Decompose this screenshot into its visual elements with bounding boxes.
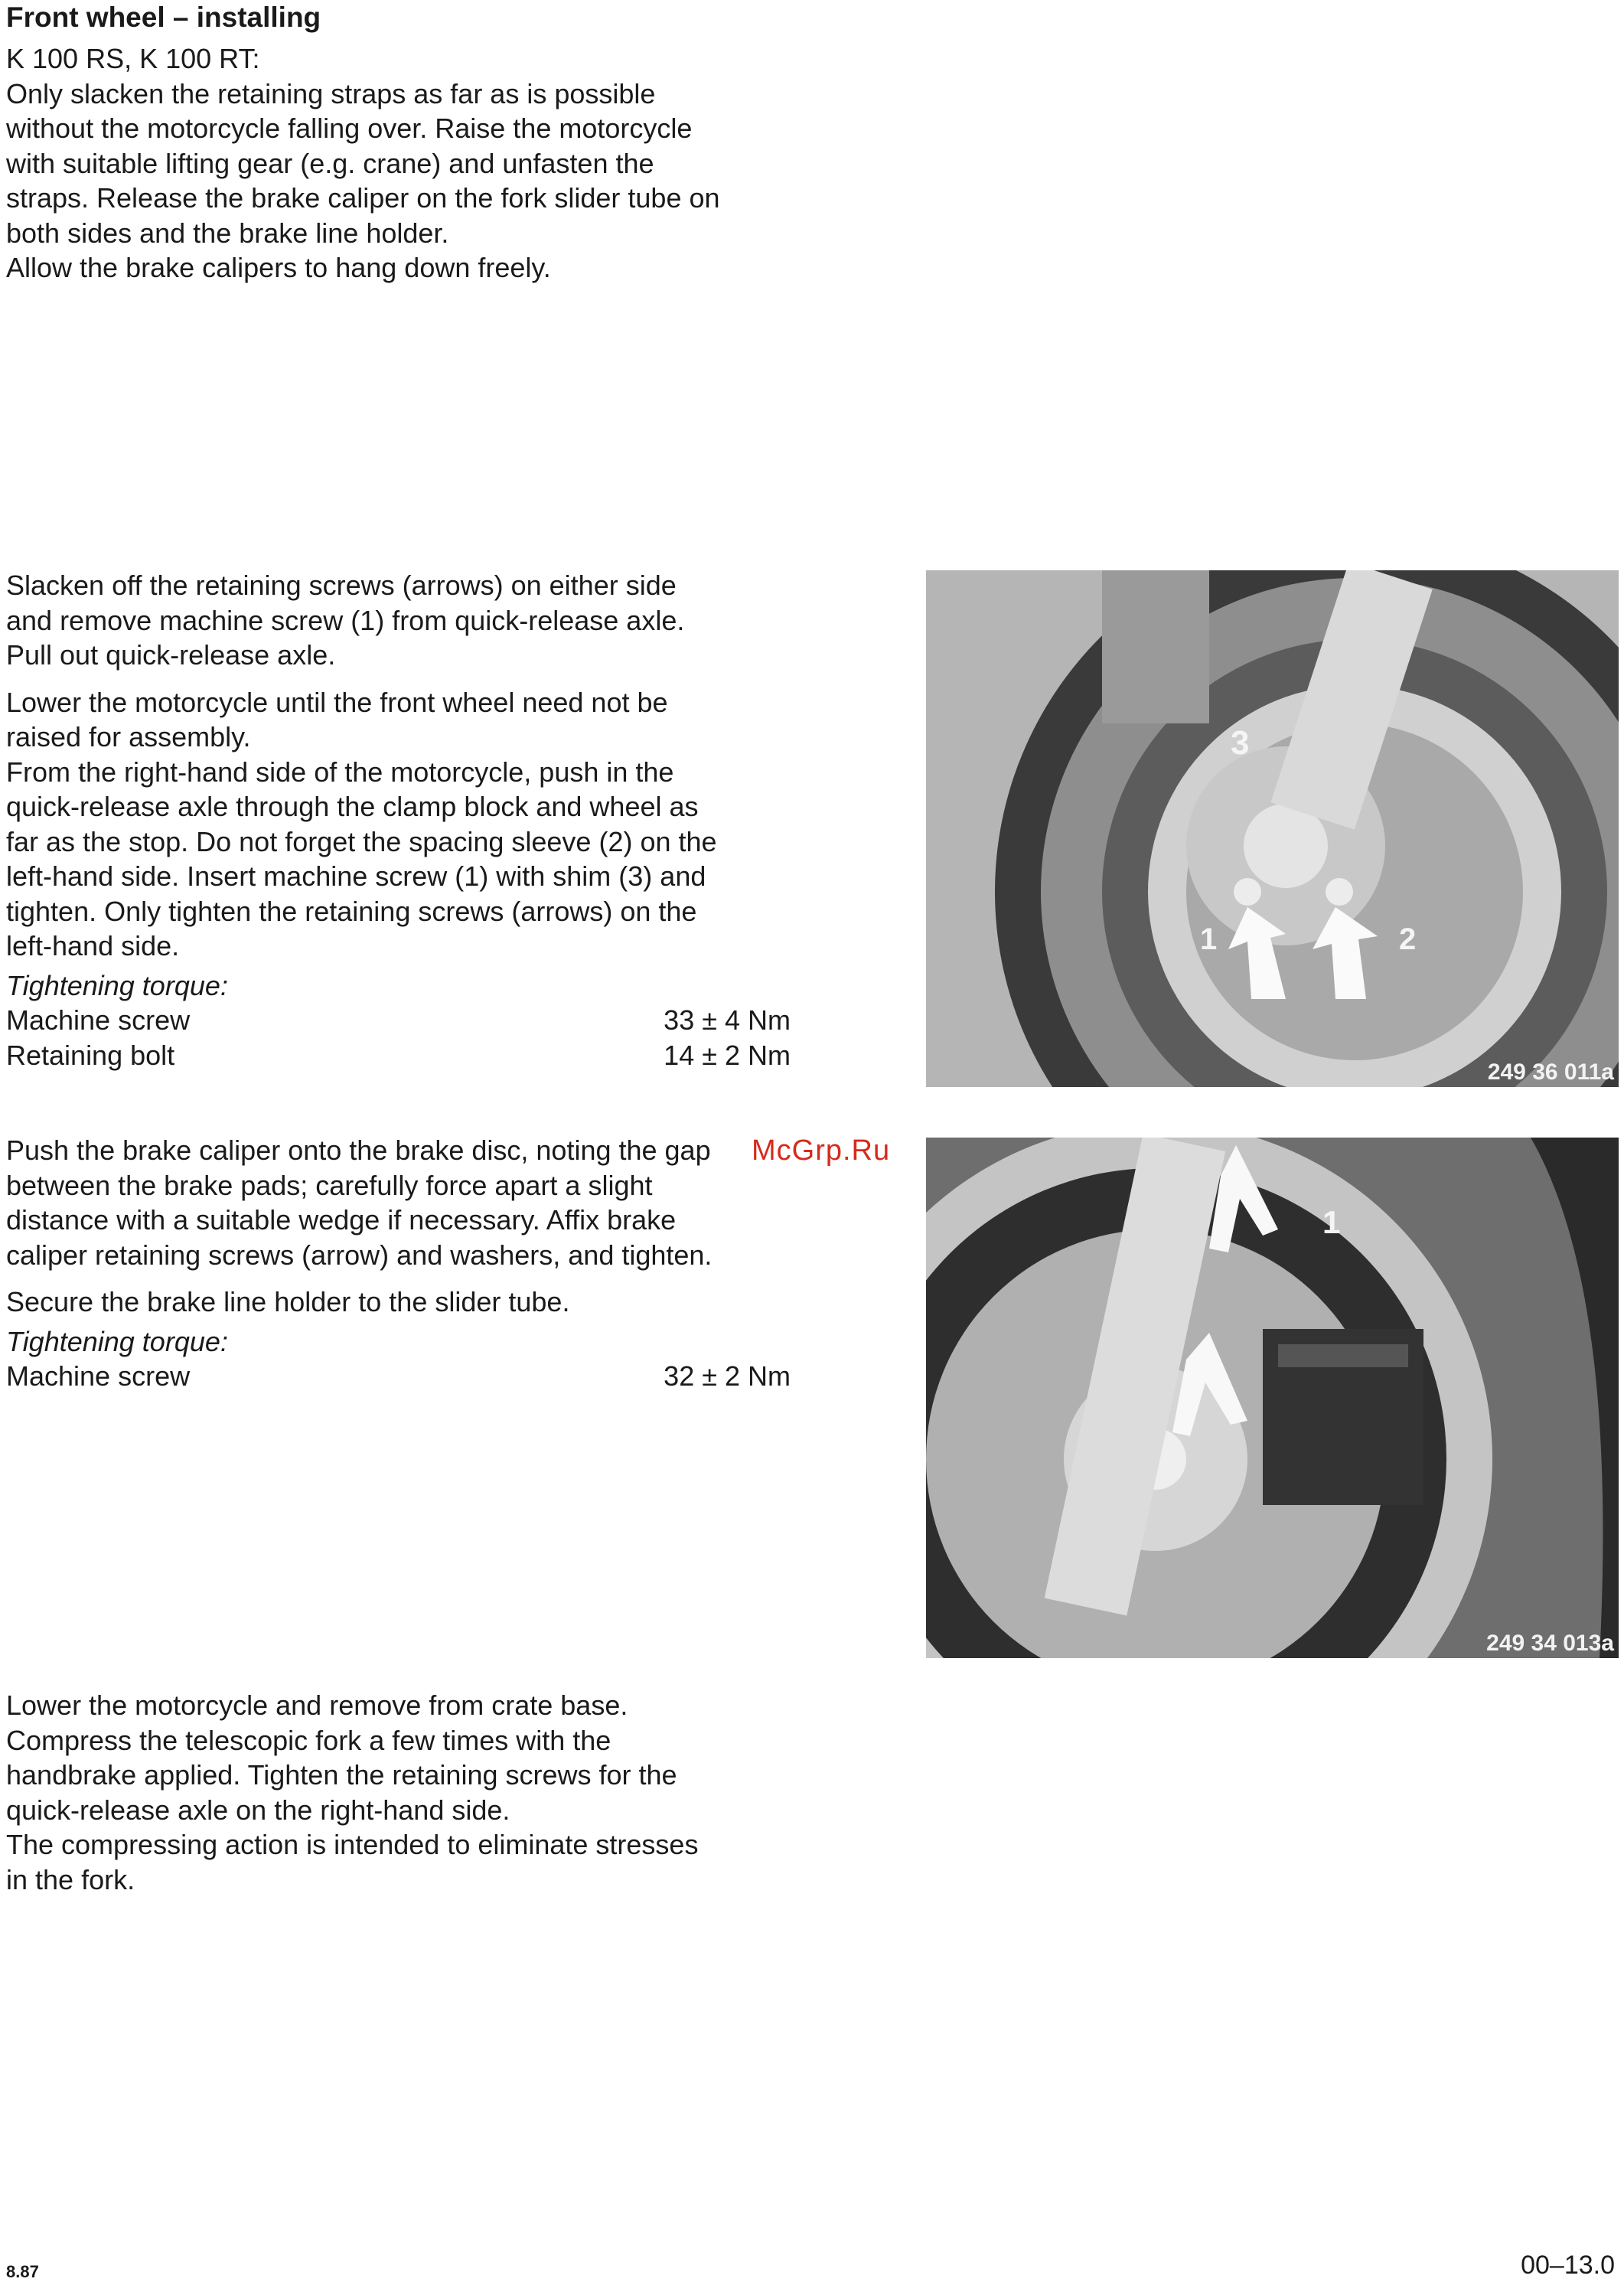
paragraph (6, 685, 802, 964)
torque-row (6, 1003, 791, 1038)
watermark-text: McGrp.Ru (752, 1134, 891, 1167)
text-line: without the motorcycle falling over. Raise the motorcycle (6, 113, 693, 144)
text-line: tighten. Only tighten the retaining screws (arrows) on the (6, 895, 697, 927)
torque-item: Machine screw (6, 1360, 191, 1392)
callout-label: 2 (1399, 922, 1417, 956)
hub-illustration (926, 570, 1619, 1087)
torque-row (6, 1038, 791, 1073)
text-line: From the right-hand side of the motorcycle, push in the (6, 756, 674, 788)
text-line: caliper retaining screws (arrow) and washers, and tighten. (6, 1239, 713, 1271)
text-line: K 100 RS, K 100 RT: (6, 43, 260, 74)
text-line: handbrake applied. Tighten the retaining screws for the (6, 1759, 677, 1791)
text-line: in the fork. (6, 1863, 135, 1895)
section-fork-compress (6, 1688, 802, 1897)
text-line: quick-release axle on the right-hand side. (6, 1794, 510, 1826)
text-line: between the brake pads; carefully force apart a slight (6, 1169, 653, 1201)
torque-label: Tightening torque: (6, 1325, 228, 1357)
photo-reference-code: 249 36 011a (1487, 1059, 1614, 1085)
text-line: Compress the telescopic fork a few times with the (6, 1724, 611, 1756)
text-line: Push the brake caliper onto the brake disc, noting the gap (6, 1134, 711, 1166)
callout-label: 1 (1200, 922, 1218, 956)
text-line: distance with a suitable wedge if necessary. Affix brake (6, 1204, 677, 1236)
torque-label: Tightening torque: (6, 969, 228, 1001)
torque-item: Retaining bolt (6, 1039, 175, 1071)
photo-front-hub (926, 570, 1619, 1087)
text-line: left-hand side. Insert machine screw (1) with shim (3) and (6, 860, 706, 892)
text-line: Lower the motorcycle and remove from crate base. (6, 1689, 628, 1721)
photo-reference-code: 249 34 013a (1486, 1631, 1614, 1656)
section-axle-install (6, 568, 802, 1072)
text-line: both sides and the brake line holder. (6, 217, 449, 249)
paragraph (6, 568, 802, 673)
text-line: The compressing action is intended to eliminate stresses (6, 1829, 699, 1860)
callout-label: 1 (1322, 1204, 1341, 1240)
torque-value: 14 ± 2 Nm (664, 1039, 791, 1071)
page-title: Front wheel – installing (6, 2, 321, 33)
text-line: with suitable lifting gear (e.g. crane) and unfasten the (6, 147, 654, 179)
text-line: raised for assembly. (6, 721, 251, 753)
footer-page-number: 00–13.0 (1521, 2251, 1615, 2280)
caliper-illustration (926, 1138, 1619, 1658)
text-line: Allow the brake calipers to hang down freely. (6, 252, 551, 283)
text-line: Secure the brake line holder to the slider tube. (6, 1286, 570, 1317)
text-line: far as the stop. Do not forget the spacing sleeve (2) on the (6, 825, 717, 857)
text-line: Pull out quick-release axle. (6, 639, 336, 671)
footer-date: 8.87 (6, 2262, 39, 2281)
photo-brake-caliper (926, 1138, 1619, 1658)
text-line: and remove machine screw (1) from quick-release axle. (6, 604, 685, 636)
torque-value: 33 ± 4 Nm (664, 1004, 791, 1036)
callout-label: 3 (1231, 724, 1250, 762)
text-line: Slacken off the retaining screws (arrows) on either side (6, 570, 677, 601)
text-line: quick-release axle through the clamp block and wheel as (6, 791, 699, 822)
text-line: Only slacken the retaining straps as far as is possible (6, 77, 656, 109)
text-line: straps. Release the brake caliper on the fork slider tube on (6, 182, 720, 214)
torque-row (6, 1359, 791, 1394)
paragraph (6, 1133, 802, 1272)
text-line: Lower the motorcycle until the front wheel need not be (6, 686, 668, 718)
paragraph (6, 1285, 802, 1320)
torque-item: Machine screw (6, 1004, 191, 1036)
section-brake-caliper (6, 1133, 802, 1394)
text-line: left-hand side. (6, 930, 180, 961)
torque-value: 32 ± 2 Nm (664, 1360, 791, 1392)
section-strap-release (6, 41, 802, 286)
